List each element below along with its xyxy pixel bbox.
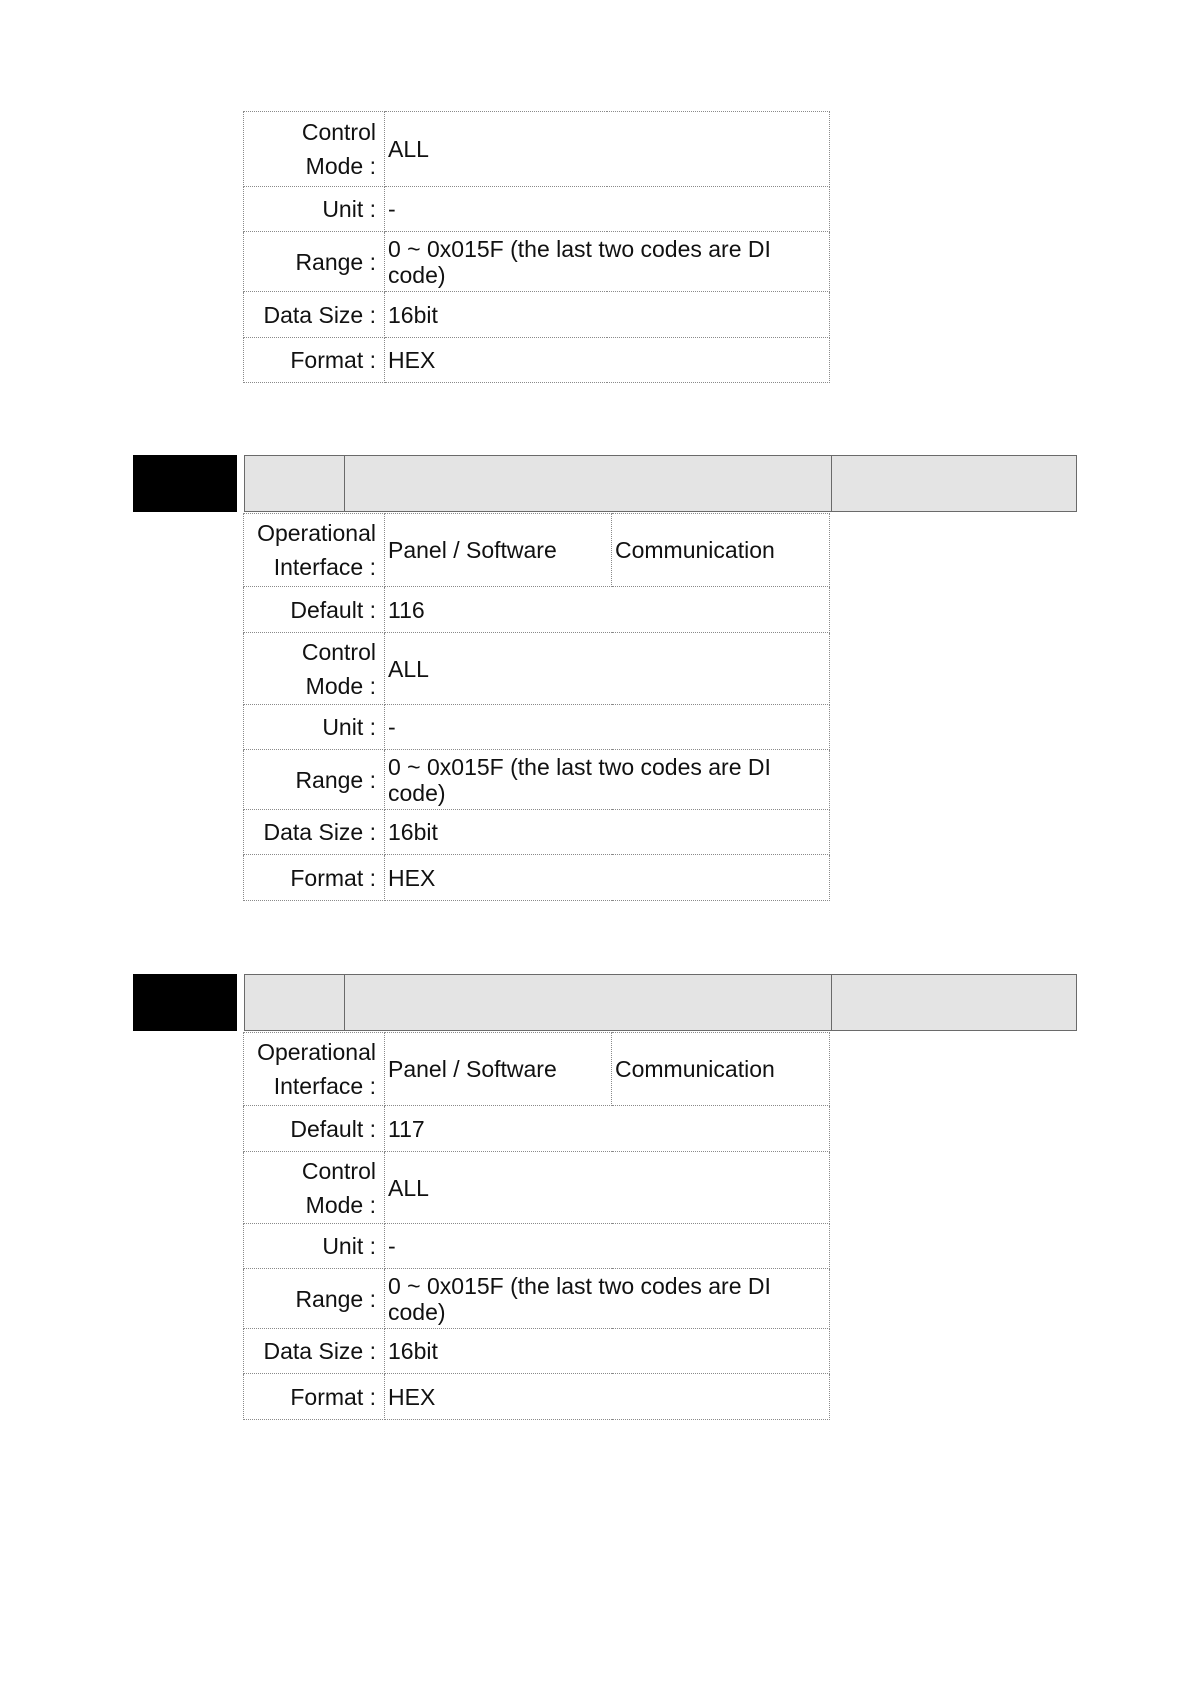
data-size-label: Data Size : bbox=[244, 292, 385, 338]
default-row bbox=[244, 587, 830, 633]
header-cell-code bbox=[244, 974, 346, 1031]
parameter-table-3 bbox=[243, 1032, 830, 1420]
range-label: Range : bbox=[244, 1269, 385, 1329]
format-value: HEX bbox=[385, 1374, 830, 1420]
parameter-code-tab bbox=[133, 455, 237, 512]
unit-value: - bbox=[385, 705, 830, 750]
control-mode-value: ALL bbox=[385, 1152, 830, 1224]
format-value: HEX bbox=[385, 855, 830, 901]
unit-row bbox=[244, 187, 830, 232]
unit-value: - bbox=[385, 1224, 830, 1269]
unit-value: - bbox=[385, 187, 830, 232]
range-value: 0 ~ 0x015F (the last two codes are DI code) bbox=[385, 232, 830, 292]
range-value: 0 ~ 0x015F (the last two codes are DI code) bbox=[385, 1269, 830, 1329]
range-value: 0 ~ 0x015F (the last two codes are DI code) bbox=[385, 750, 830, 810]
default-value: 116 bbox=[385, 587, 830, 633]
communication-value: Communication bbox=[612, 514, 830, 587]
data-size-label: Data Size : bbox=[244, 810, 385, 855]
control-mode-value: ALL bbox=[385, 633, 830, 705]
data-size-value: 16bit bbox=[385, 810, 830, 855]
default-value: 117 bbox=[385, 1106, 830, 1152]
default-row bbox=[244, 1106, 830, 1152]
unit-row bbox=[244, 1224, 830, 1269]
data-size-row bbox=[244, 292, 830, 338]
unit-label: Unit : bbox=[244, 1224, 385, 1269]
parameter-code-tab bbox=[133, 974, 237, 1031]
format-row bbox=[244, 855, 830, 901]
data-size-value: 16bit bbox=[385, 292, 830, 338]
control-mode-value: ALL bbox=[385, 112, 830, 187]
header-cell-name bbox=[344, 455, 833, 512]
range-label: Range : bbox=[244, 750, 385, 810]
operational-interface-label: Operational Interface : bbox=[244, 1033, 385, 1106]
format-value: HEX bbox=[385, 338, 830, 383]
default-label: Default : bbox=[244, 1106, 385, 1152]
default-label: Default : bbox=[244, 587, 385, 633]
panel-software-value: Panel / Software bbox=[385, 514, 612, 587]
range-row bbox=[244, 1269, 830, 1329]
data-size-row bbox=[244, 810, 830, 855]
data-size-value: 16bit bbox=[385, 1329, 830, 1374]
parameter-header-bar-2 bbox=[133, 455, 1077, 512]
control-mode-row bbox=[244, 112, 830, 187]
format-label: Format : bbox=[244, 1374, 385, 1420]
header-cell-address bbox=[831, 455, 1077, 512]
parameter-table-1 bbox=[243, 111, 830, 383]
header-cell-name bbox=[344, 974, 833, 1031]
range-row bbox=[244, 750, 830, 810]
data-size-label: Data Size : bbox=[244, 1329, 385, 1374]
range-row bbox=[244, 232, 830, 292]
data-size-row bbox=[244, 1329, 830, 1374]
parameter-table-2 bbox=[243, 513, 830, 901]
header-cell-code bbox=[244, 455, 346, 512]
operational-interface-row bbox=[244, 514, 830, 587]
format-row bbox=[244, 1374, 830, 1420]
control-mode-label: Control Mode : bbox=[244, 1152, 385, 1224]
panel-software-value: Panel / Software bbox=[385, 1033, 612, 1106]
parameter-header-bar-3 bbox=[133, 974, 1077, 1031]
unit-label: Unit : bbox=[244, 187, 385, 232]
operational-interface-label: Operational Interface : bbox=[244, 514, 385, 587]
format-label: Format : bbox=[244, 855, 385, 901]
operational-interface-row bbox=[244, 1033, 830, 1106]
format-row bbox=[244, 338, 830, 383]
control-mode-row bbox=[244, 1152, 830, 1224]
communication-value: Communication bbox=[612, 1033, 830, 1106]
control-mode-label: Control Mode : bbox=[244, 633, 385, 705]
format-label: Format : bbox=[244, 338, 385, 383]
range-label: Range : bbox=[244, 232, 385, 292]
unit-label: Unit : bbox=[244, 705, 385, 750]
control-mode-row bbox=[244, 633, 830, 705]
unit-row bbox=[244, 705, 830, 750]
header-cell-address bbox=[831, 974, 1077, 1031]
control-mode-label: Control Mode : bbox=[244, 112, 385, 187]
